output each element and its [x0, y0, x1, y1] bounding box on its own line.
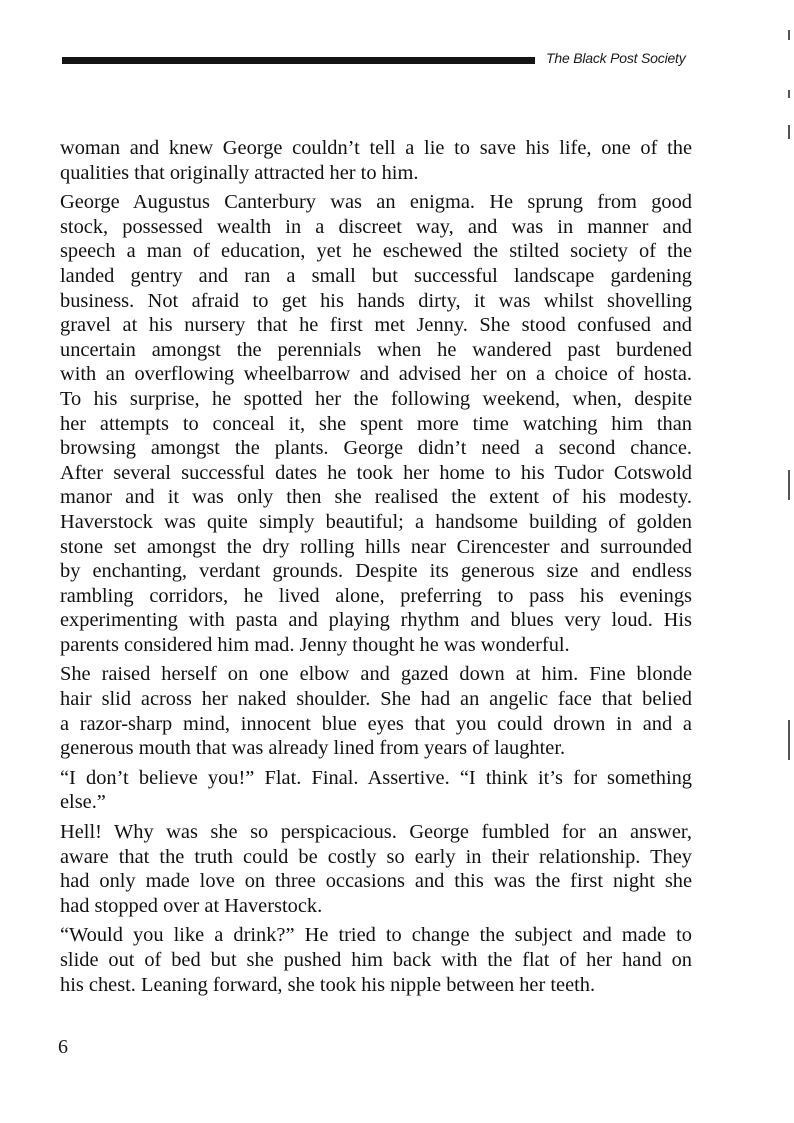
paragraph-6: [60, 923, 692, 997]
text-line: by enchanting, verdant grounds. Despite its generous size and endless: [60, 560, 692, 583]
text-line: She raised herself on one elbow and gazed down at him. Fine blonde: [60, 663, 692, 686]
text-line: with an overflowing wheelbarrow and advised her on a choice of hosta.: [60, 363, 692, 386]
text-line: browsing amongst the plants. George didn’t need a second chance.: [60, 437, 692, 460]
paragraph-2: [60, 190, 692, 657]
text-line: After several successful dates he took her home to his Tudor Cotswold: [60, 461, 692, 484]
paragraph-5: [60, 820, 692, 918]
scan-edge-mark: [788, 720, 790, 760]
text-line: slide out of bed but she pushed him back with the flat of her hand on: [60, 949, 692, 971]
text-line: speech a man of education, yet he eschewed the stilted society of the: [60, 240, 692, 263]
text-line: Haverstock was quite simply beautiful; a handsome building of golden: [60, 510, 692, 533]
text-line: stone set amongst the dry rolling hills near Cirencester and surrounded: [60, 535, 692, 558]
text-line: aware that the truth could be costly so early in their relationship. They: [60, 845, 692, 868]
paragraph-1: [60, 136, 692, 185]
text-line: “Would you like a drink?” He tried to change the subject and made to: [60, 924, 692, 947]
text-line: had only made love on three occasions and this was the first night she: [60, 870, 692, 893]
scan-edge-mark: [788, 30, 790, 40]
text-line: stock, possessed wealth in a discreet way, and was in manner and: [60, 215, 692, 238]
text-line: uncertain amongst the perennials when he wandered past burdened: [60, 338, 692, 361]
text-line: else.”: [60, 791, 106, 814]
text-line: manor and it was only then she realised the extent of his modesty.: [60, 486, 692, 509]
page-number: 6: [58, 1036, 68, 1058]
text-line: a razor-sharp mind, innocent blue eyes that you could drown in and a: [60, 712, 692, 735]
text-line: generous mouth that was already lined from years of laughter.: [60, 737, 566, 760]
paragraph-4: [60, 766, 692, 815]
text-line: hair slid across her naked shoulder. She had an angelic face that belied: [60, 688, 692, 711]
text-line: her attempts to conceal it, she spent more time watching him than: [60, 412, 692, 435]
text-line: experimenting with pasta and playing rhythm and blues very loud. His: [60, 609, 692, 632]
text-line: qualities that originally attracted her to him.: [60, 161, 419, 184]
scan-edge-mark: [788, 470, 790, 500]
text-line: To his surprise, he spotted her the following weekend, when, despite: [60, 387, 692, 410]
header-rule: [62, 57, 535, 64]
text-line: “I don’t believe you!” Flat. Final. Assertive. “I think it’s for something: [60, 766, 692, 789]
running-head-title: The Black Post Society: [546, 50, 686, 66]
text-line: landed gentry and ran a small but successful landscape gardening: [60, 264, 692, 287]
text-line: business. Not afraid to get his hands dirty, it was whilst shovelling: [60, 289, 692, 312]
text-line: Hell! Why was she so perspicacious. George fumbled for an answer,: [60, 821, 692, 844]
text-line: gravel at his nursery that he first met Jenny. She stood confused and: [60, 314, 692, 337]
text-line: parents considered him mad. Jenny thought he was wonderful.: [60, 633, 570, 656]
scan-edge-mark: [788, 90, 790, 98]
text-line: George Augustus Canterbury was an enigma. He sprung from good: [60, 191, 692, 214]
paragraph-3: [60, 662, 692, 760]
text-line: had stopped over at Haverstock.: [60, 894, 323, 917]
scan-edge-mark: [788, 125, 790, 139]
text-line: his chest. Leaning forward, she took his nipple between her teeth.: [60, 973, 596, 996]
body-text: [60, 136, 692, 1002]
text-line: rambling corridors, he lived alone, preferring to pass his evenings: [60, 584, 692, 607]
text-line: woman and knew George couldn’t tell a lie to save his life, one of the: [60, 137, 692, 159]
